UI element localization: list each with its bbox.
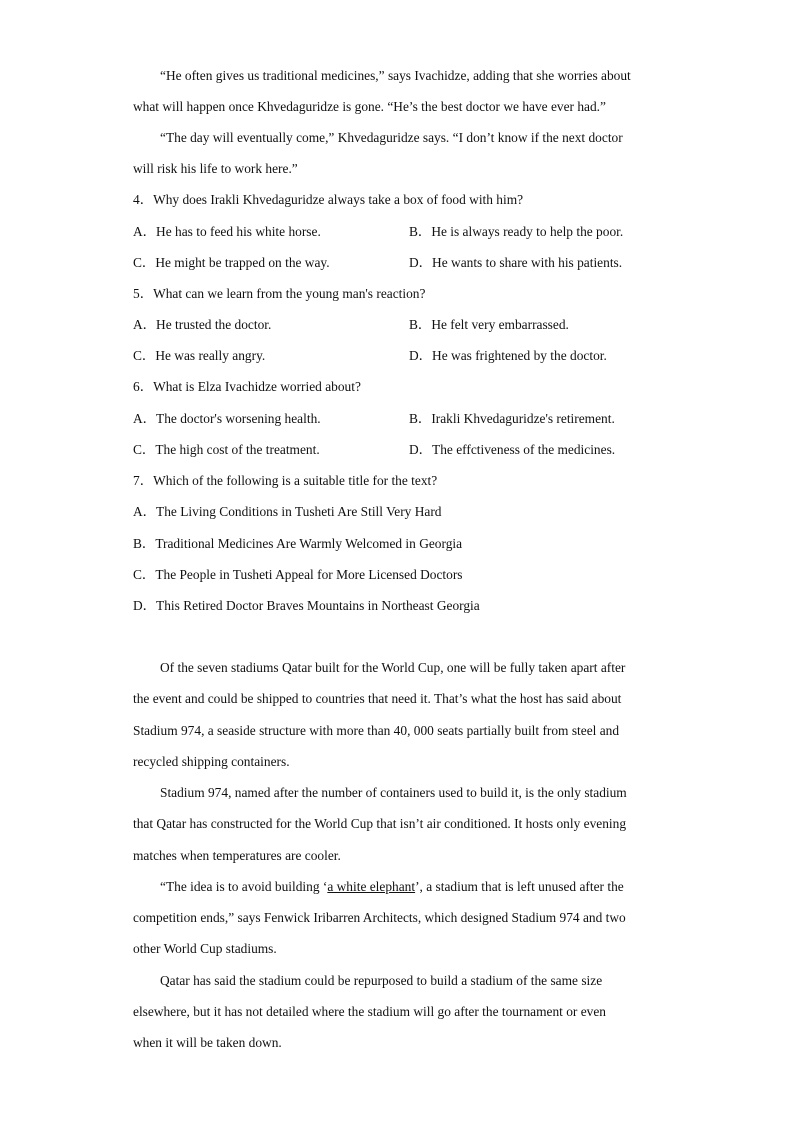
question-6-option-b: B．Irakli Khvedaguridze's retirement. <box>409 411 615 426</box>
question-5-option-c: C．He was really angry. <box>133 348 266 363</box>
question-6-stem: 6．What is Elza Ivachidze worried about? <box>133 379 361 394</box>
question-5-option-b: B．He felt very embarrassed. <box>409 317 569 332</box>
question-6-option-a: A．The doctor's worsening health. <box>133 411 321 426</box>
question-5-option-d: D．He was frightened by the doctor. <box>409 348 607 363</box>
passage1-p2-line2: will risk his life to work here.” <box>133 161 298 176</box>
question-6-option-d: D．The effctiveness of the medicines. <box>409 442 616 457</box>
passage1-p2-line1: “The day will eventually come,” Khvedaguridze says. “I don’t know if the next doctor <box>160 130 623 145</box>
question-5-stem: 5．What can we learn from the young man's reaction? <box>133 286 426 301</box>
passage1-p1-line1: “He often gives us traditional medicines,” says Ivachidze, adding that she worries about <box>160 68 631 83</box>
passage2-p3-line1 <box>160 879 624 895</box>
question-6-option-c: C．The high cost of the treatment. <box>133 442 320 457</box>
passage2-p3-line1-post: ’, a stadium that is left unused after the <box>415 879 624 894</box>
question-7-option-a: A．The Living Conditions in Tusheti Are Still Very Hard <box>133 504 442 519</box>
passage2-p3-line3: other World Cup stadiums. <box>133 941 277 956</box>
passage2-p2-line1: Stadium 974, named after the number of containers used to build it, is the only stadium <box>160 785 627 800</box>
question-4-option-d: D．He wants to share with his patients. <box>409 255 623 270</box>
question-7-option-c: C．The People in Tusheti Appeal for More Licensed Doctors <box>133 567 463 582</box>
passage2-p1-line4: recycled shipping containers. <box>133 754 290 769</box>
question-7-option-b: B．Traditional Medicines Are Warmly Welcomed in Georgia <box>133 536 463 551</box>
passage2-p2-line2: that Qatar has constructed for the World Cup that isn’t air conditioned. It hosts only evening <box>133 816 627 831</box>
question-7-option-d: D．This Retired Doctor Braves Mountains in Northeast Georgia <box>133 598 480 613</box>
passage2-p3-line2: competition ends,” says Fenwick Iribarren Architects, which designed Stadium 974 and two <box>133 910 626 925</box>
passage1-p1-line2: what will happen once Khvedaguridze is gone. “He’s the best doctor we have ever had.” <box>133 99 606 114</box>
passage2-p4-line1: Qatar has said the stadium could be repurposed to build a stadium of the same size <box>160 973 603 988</box>
passage2-p1-line1: Of the seven stadiums Qatar built for the World Cup, one will be fully taken apart after <box>160 660 626 675</box>
question-4-option-c: C．He might be trapped on the way. <box>133 255 330 270</box>
question-4-stem: 4．Why does Irakli Khvedaguridze always take a box of food with him? <box>133 192 524 207</box>
question-4-option-a: A．He has to feed his white horse. <box>133 224 321 239</box>
passage2-p3-line1-pre: “The idea is to avoid building ‘ <box>160 879 328 894</box>
passage2-p1-line3: Stadium 974, a seaside structure with more than 40, 000 seats partially built from steel and <box>133 723 620 738</box>
passage2-p4-line3: when it will be taken down. <box>133 1035 282 1050</box>
question-5-option-a: A．He trusted the doctor. <box>133 317 272 332</box>
passage2-p2-line3: matches when temperatures are cooler. <box>133 848 341 863</box>
passage2-p4-line2: elsewhere, but it has not detailed where the stadium will go after the tournament or even <box>133 1004 606 1019</box>
question-7-stem: 7．Which of the following is a suitable title for the text? <box>133 473 438 488</box>
passage2-p1-line2: the event and could be shipped to countries that need it. That’s what the host has said about <box>133 691 622 706</box>
question-4-option-b: B．He is always ready to help the poor. <box>409 224 624 239</box>
underlined-phrase: a white elephant <box>327 879 416 894</box>
